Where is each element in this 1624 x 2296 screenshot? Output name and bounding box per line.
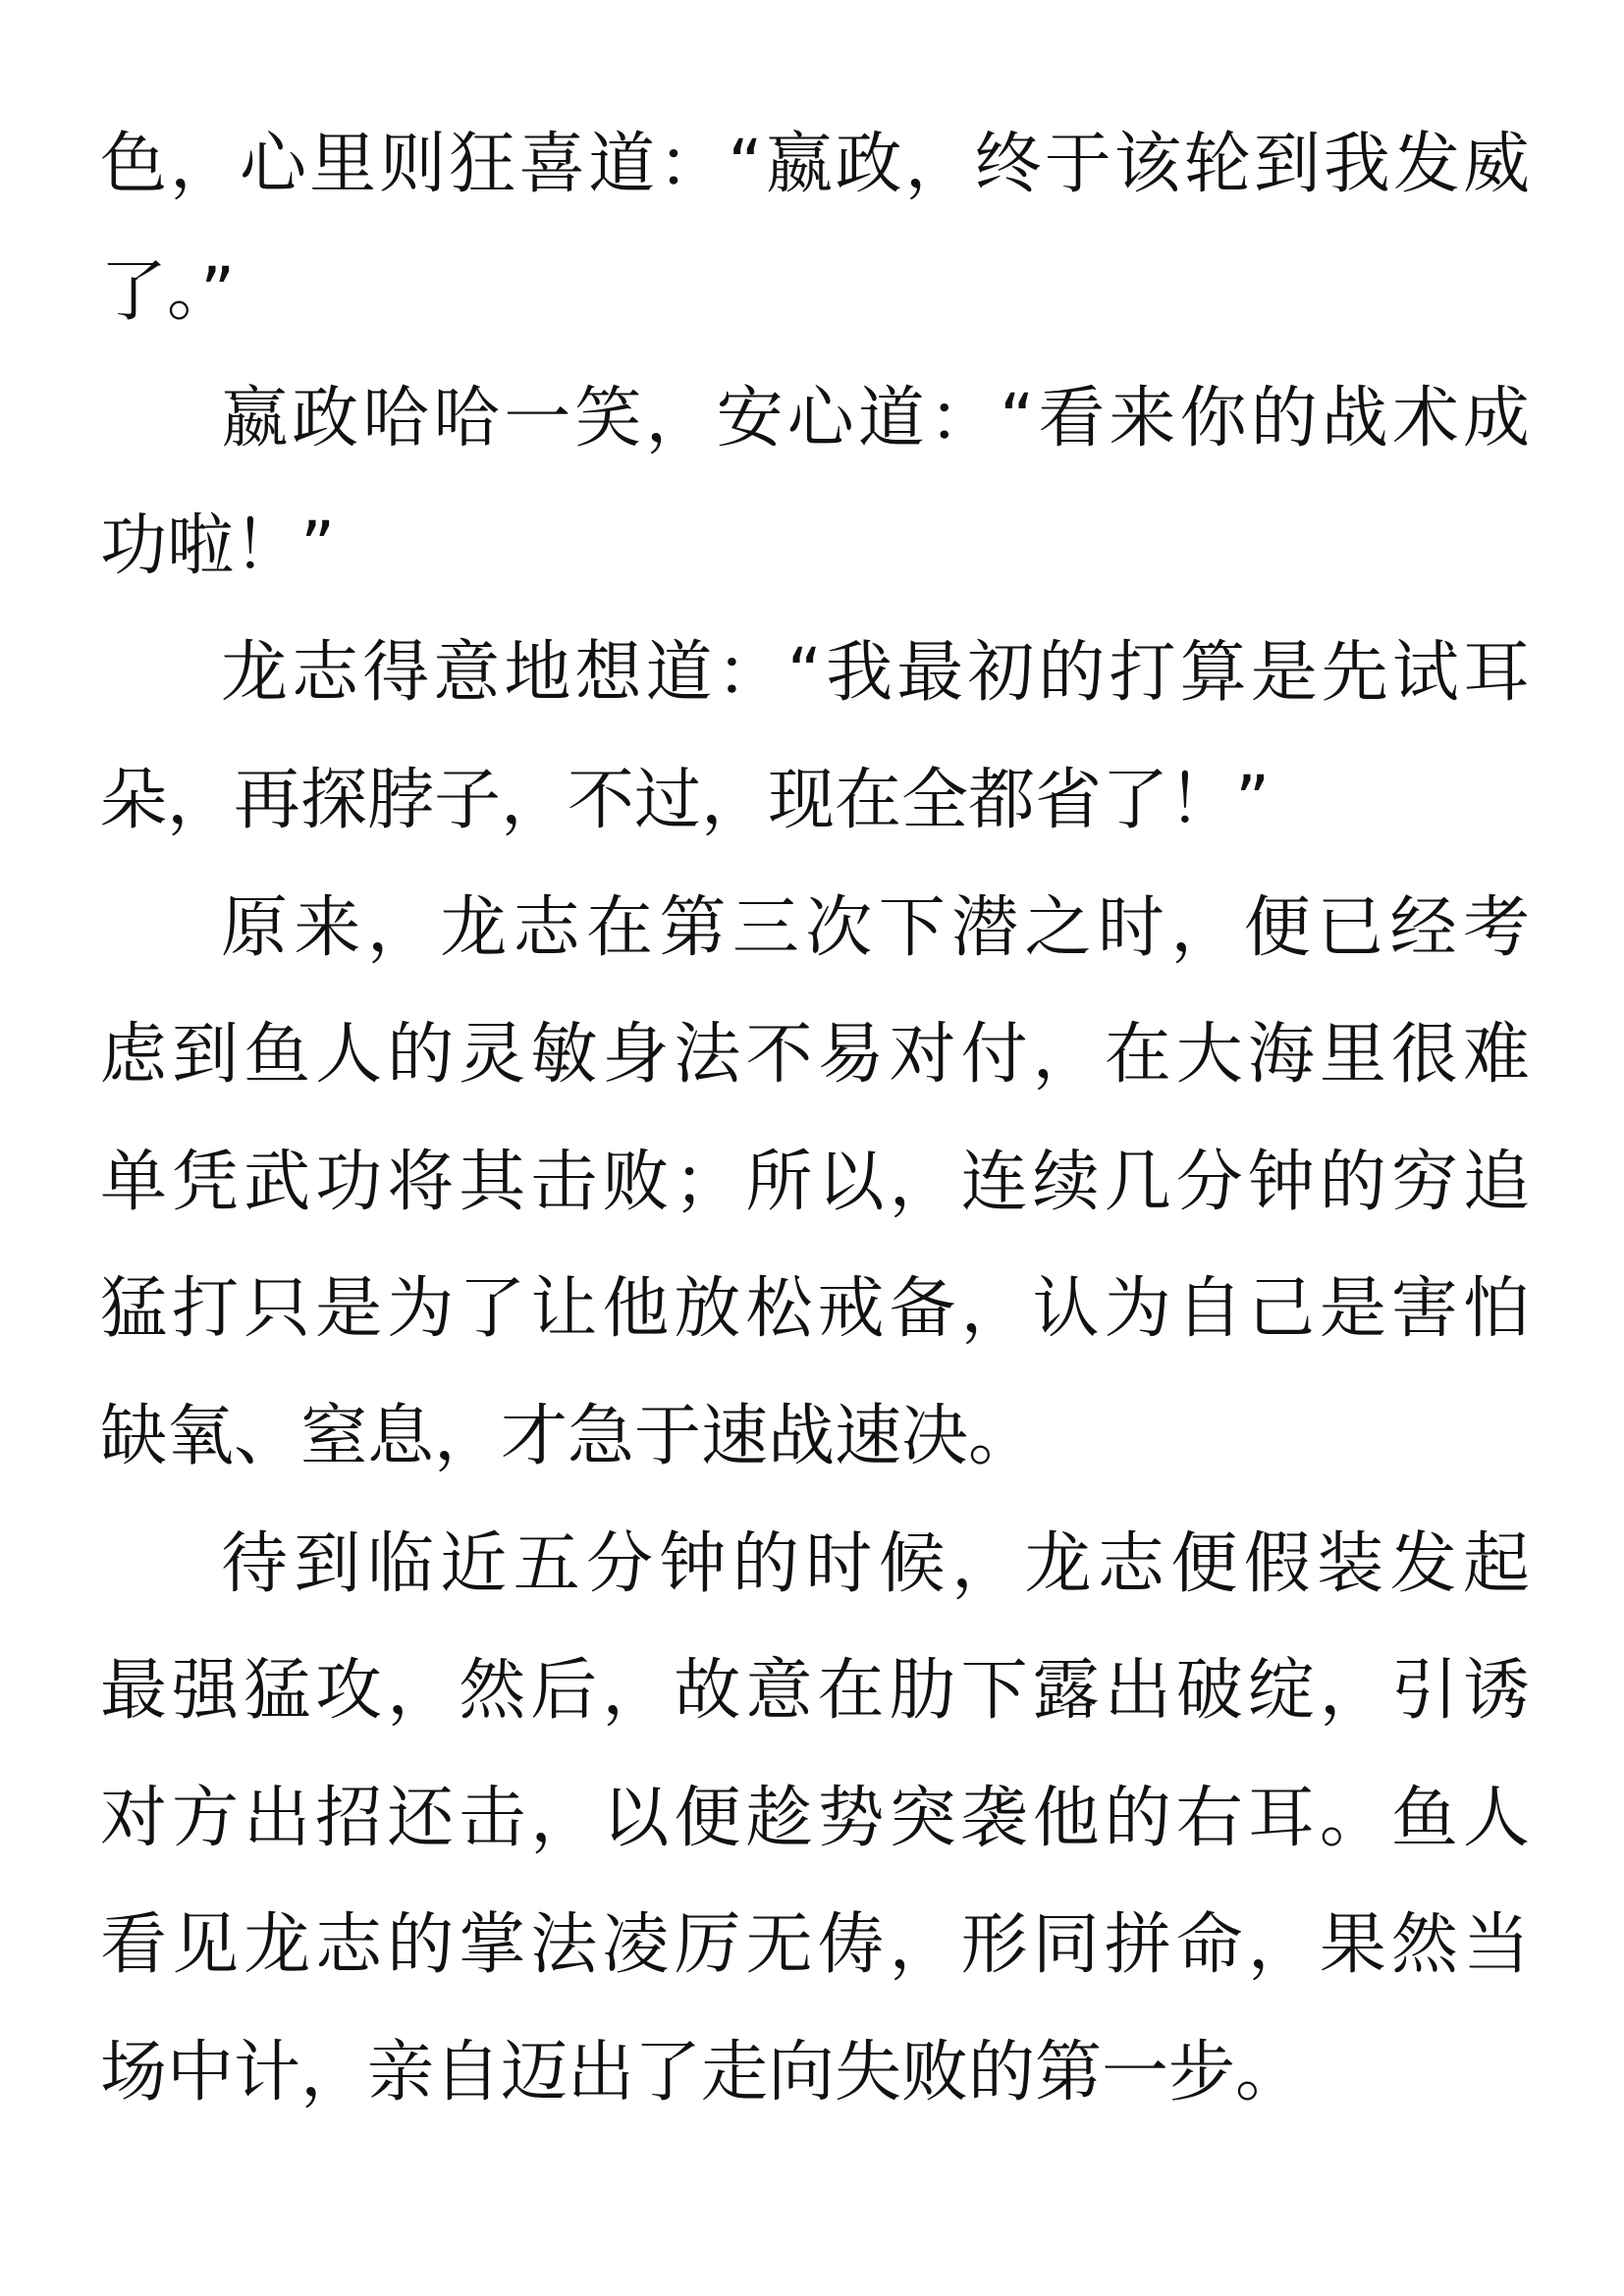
text-line: 待到临近五分钟的时候，龙志便假装发起 <box>221 1524 1530 1603</box>
text-line: 虑到鱼人的灵敏身法不易对付，在大海里很难 <box>100 1016 1530 1095</box>
paragraph <box>100 610 1530 864</box>
paragraph <box>100 101 1530 355</box>
text-line: 了。” <box>100 252 236 331</box>
text-line: 单凭武功将其击败；所以，连续几分钟的穷追 <box>100 1143 1530 1221</box>
text-line: 朵，再探脖子，不过，现在全都省了！” <box>100 761 1271 839</box>
text-line: 色，心里则狂喜道：“嬴政，终于该轮到我发威 <box>100 126 1530 203</box>
text-line: 缺氧、窒息，才急于速战速决。 <box>100 1397 1036 1475</box>
body-text <box>100 101 1530 2137</box>
text-line: 猛打只是为了让他放松戒备，认为自己是害怕 <box>100 1270 1530 1349</box>
paragraph <box>100 1501 1530 2137</box>
text-line: 场中计，亲自迈出了走向失败的第一步。 <box>100 2033 1303 2111</box>
paragraph <box>100 865 1530 1501</box>
text-line: 龙志得意地想道：“我最初的打算是先试耳 <box>221 634 1530 713</box>
paragraph <box>100 355 1530 610</box>
text-line: 最强猛攻，然后，故意在肋下露出破绽，引诱 <box>100 1652 1530 1731</box>
text-line: 原来，龙志在第三次下潜之时，便已经考 <box>221 888 1530 967</box>
text-line: 嬴政哈哈一笑，安心道：“看来你的战术成 <box>221 380 1530 458</box>
text-line: 对方出招还击，以便趁势突袭他的右耳。鱼人 <box>100 1779 1530 1857</box>
text-line: 功啦！” <box>100 507 336 585</box>
text-line: 看见龙志的掌法凌厉无俦，形同拼命，果然当 <box>100 1906 1530 1985</box>
